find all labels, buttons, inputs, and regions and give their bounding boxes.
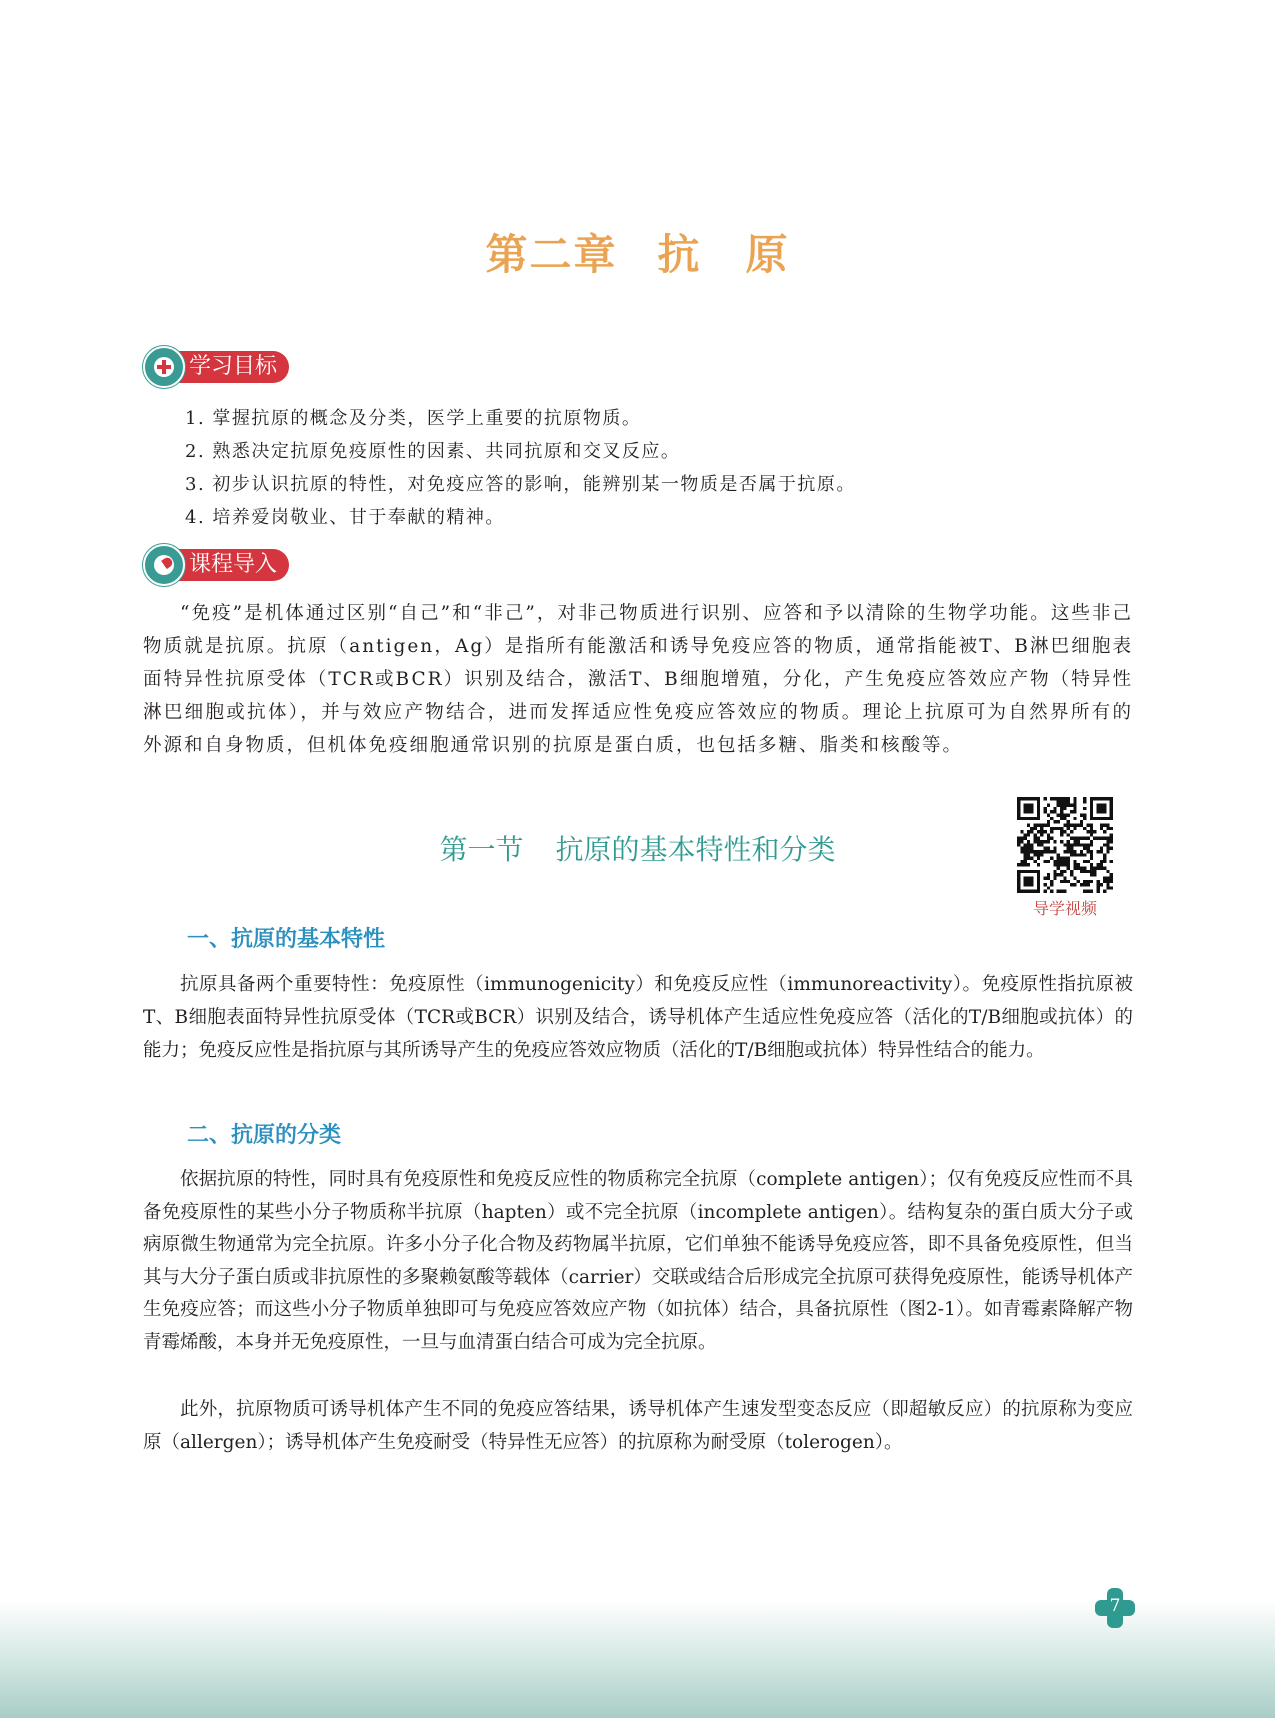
qr-caption: 导学视频 xyxy=(1032,899,1097,918)
chapter-title xyxy=(0,222,1275,282)
objective-item: 4. 培养爱岗敬业、甘于奉献的精神。 xyxy=(185,507,505,528)
objectives-badge-label: 学习目标 xyxy=(161,351,289,383)
basic-paragraph: 抗原具备两个重要特性：免疫原性（immunogenicity）和免疫反应性（immunoreactivity）。免疫原性指抗原被T、B细胞表面特异性抗原受体（TCR或BCR）识别及结合，诱导机体产生适应性免疫应答（活化的T/B细胞或抗体）的能力；免疫反应性是指抗原与其所诱导产生的免疫应答效应物质（活化的T/B细胞或抗体）特异性结合的能力。 xyxy=(143,974,1133,1061)
classification-paragraph-2: 此外，抗原物质可诱导机体产生不同的免疫应答结果，诱导机体产生速发型变态反应（即超敏反应）的抗原称为变应原（allergen）；诱导机体产生免疫耐受（特异性无应答）的抗原称为耐受原（tolerogen）。 xyxy=(143,1399,1133,1453)
page-number-badge xyxy=(1095,1588,1135,1628)
classification-paragraph-1: 依据抗原的特性，同时具有免疫原性和免疫反应性的物质称完全抗原（complete antigen）；仅有免疫反应性而不具备免疫原性的某些小分子物质称半抗原（hapten）或不完全抗原（incomplete antigen）。结构复杂的蛋白质大分子或病原微生物通常为完全抗原。许多小分子化合物及药物属半抗原，它们单独不能诱导免疫应答，即不具备免疫原性，但当其与大分子蛋白质或非抗原性的多聚赖氨酸等载体（carrier）交联或结合后形成完全抗原可获得免疫原性，能诱导机体产生免疫应答；而这些小分子物质单独即可与免疫应答效应产物（如抗体）结合，具备抗原性（图2-1）。如青霉素降解产物青霉烯酸，本身并无免疫原性，一旦与血清蛋白结合可成为完全抗原。 xyxy=(143,1169,1133,1353)
capsule-icon xyxy=(143,544,185,586)
intro-badge-label: 课程导入 xyxy=(161,549,289,581)
page-number: 7 xyxy=(1109,1596,1121,1616)
objectives-list xyxy=(185,402,856,534)
section-label: 第一节 xyxy=(439,833,524,866)
medical-cross-icon xyxy=(143,346,185,388)
classification-heading: 二、抗原的分类 xyxy=(187,1123,342,1148)
chapter-name: 抗 原 xyxy=(657,230,790,279)
intro-paragraph: “免疫”是机体通过区别“自己”和“非己”，对非己物质进行识别、应答和予以清除的生物学功能。这些非己物质就是抗原。抗原（antigen，Ag）是指所有能激活和诱导免疫应答的物质，通常指能被T、B淋巴细胞表面特异性抗原受体（TCR或BCR）识别及结合，激活T、B细胞增殖，分化，产生免疫应答效应产物（特异性淋巴细胞或抗体），并与效应产物结合，进而发挥适应性免疫应答效应的物质。理论上抗原可为自然界所有的外源和自身物质，但机体免疫细胞通常识别的抗原是蛋白质，也包括多糖、脂类和核酸等。 xyxy=(143,603,1133,756)
objective-item: 2. 熟悉决定抗原免疫原性的因素、共同抗原和交叉反应。 xyxy=(185,441,681,462)
page-footer-band xyxy=(0,1600,1275,1718)
basic-heading: 一、抗原的基本特性 xyxy=(187,927,386,952)
chapter-label: 第二章 xyxy=(485,230,618,279)
section-name: 抗原的基本特性和分类 xyxy=(555,833,836,866)
objective-item: 3. 初步认识抗原的特性，对免疫应答的影响，能辨别某一物质是否属于抗原。 xyxy=(185,474,856,495)
objective-item: 1. 掌握抗原的概念及分类，医学上重要的抗原物质。 xyxy=(185,408,642,429)
qr-code-icon[interactable] xyxy=(1017,797,1113,893)
